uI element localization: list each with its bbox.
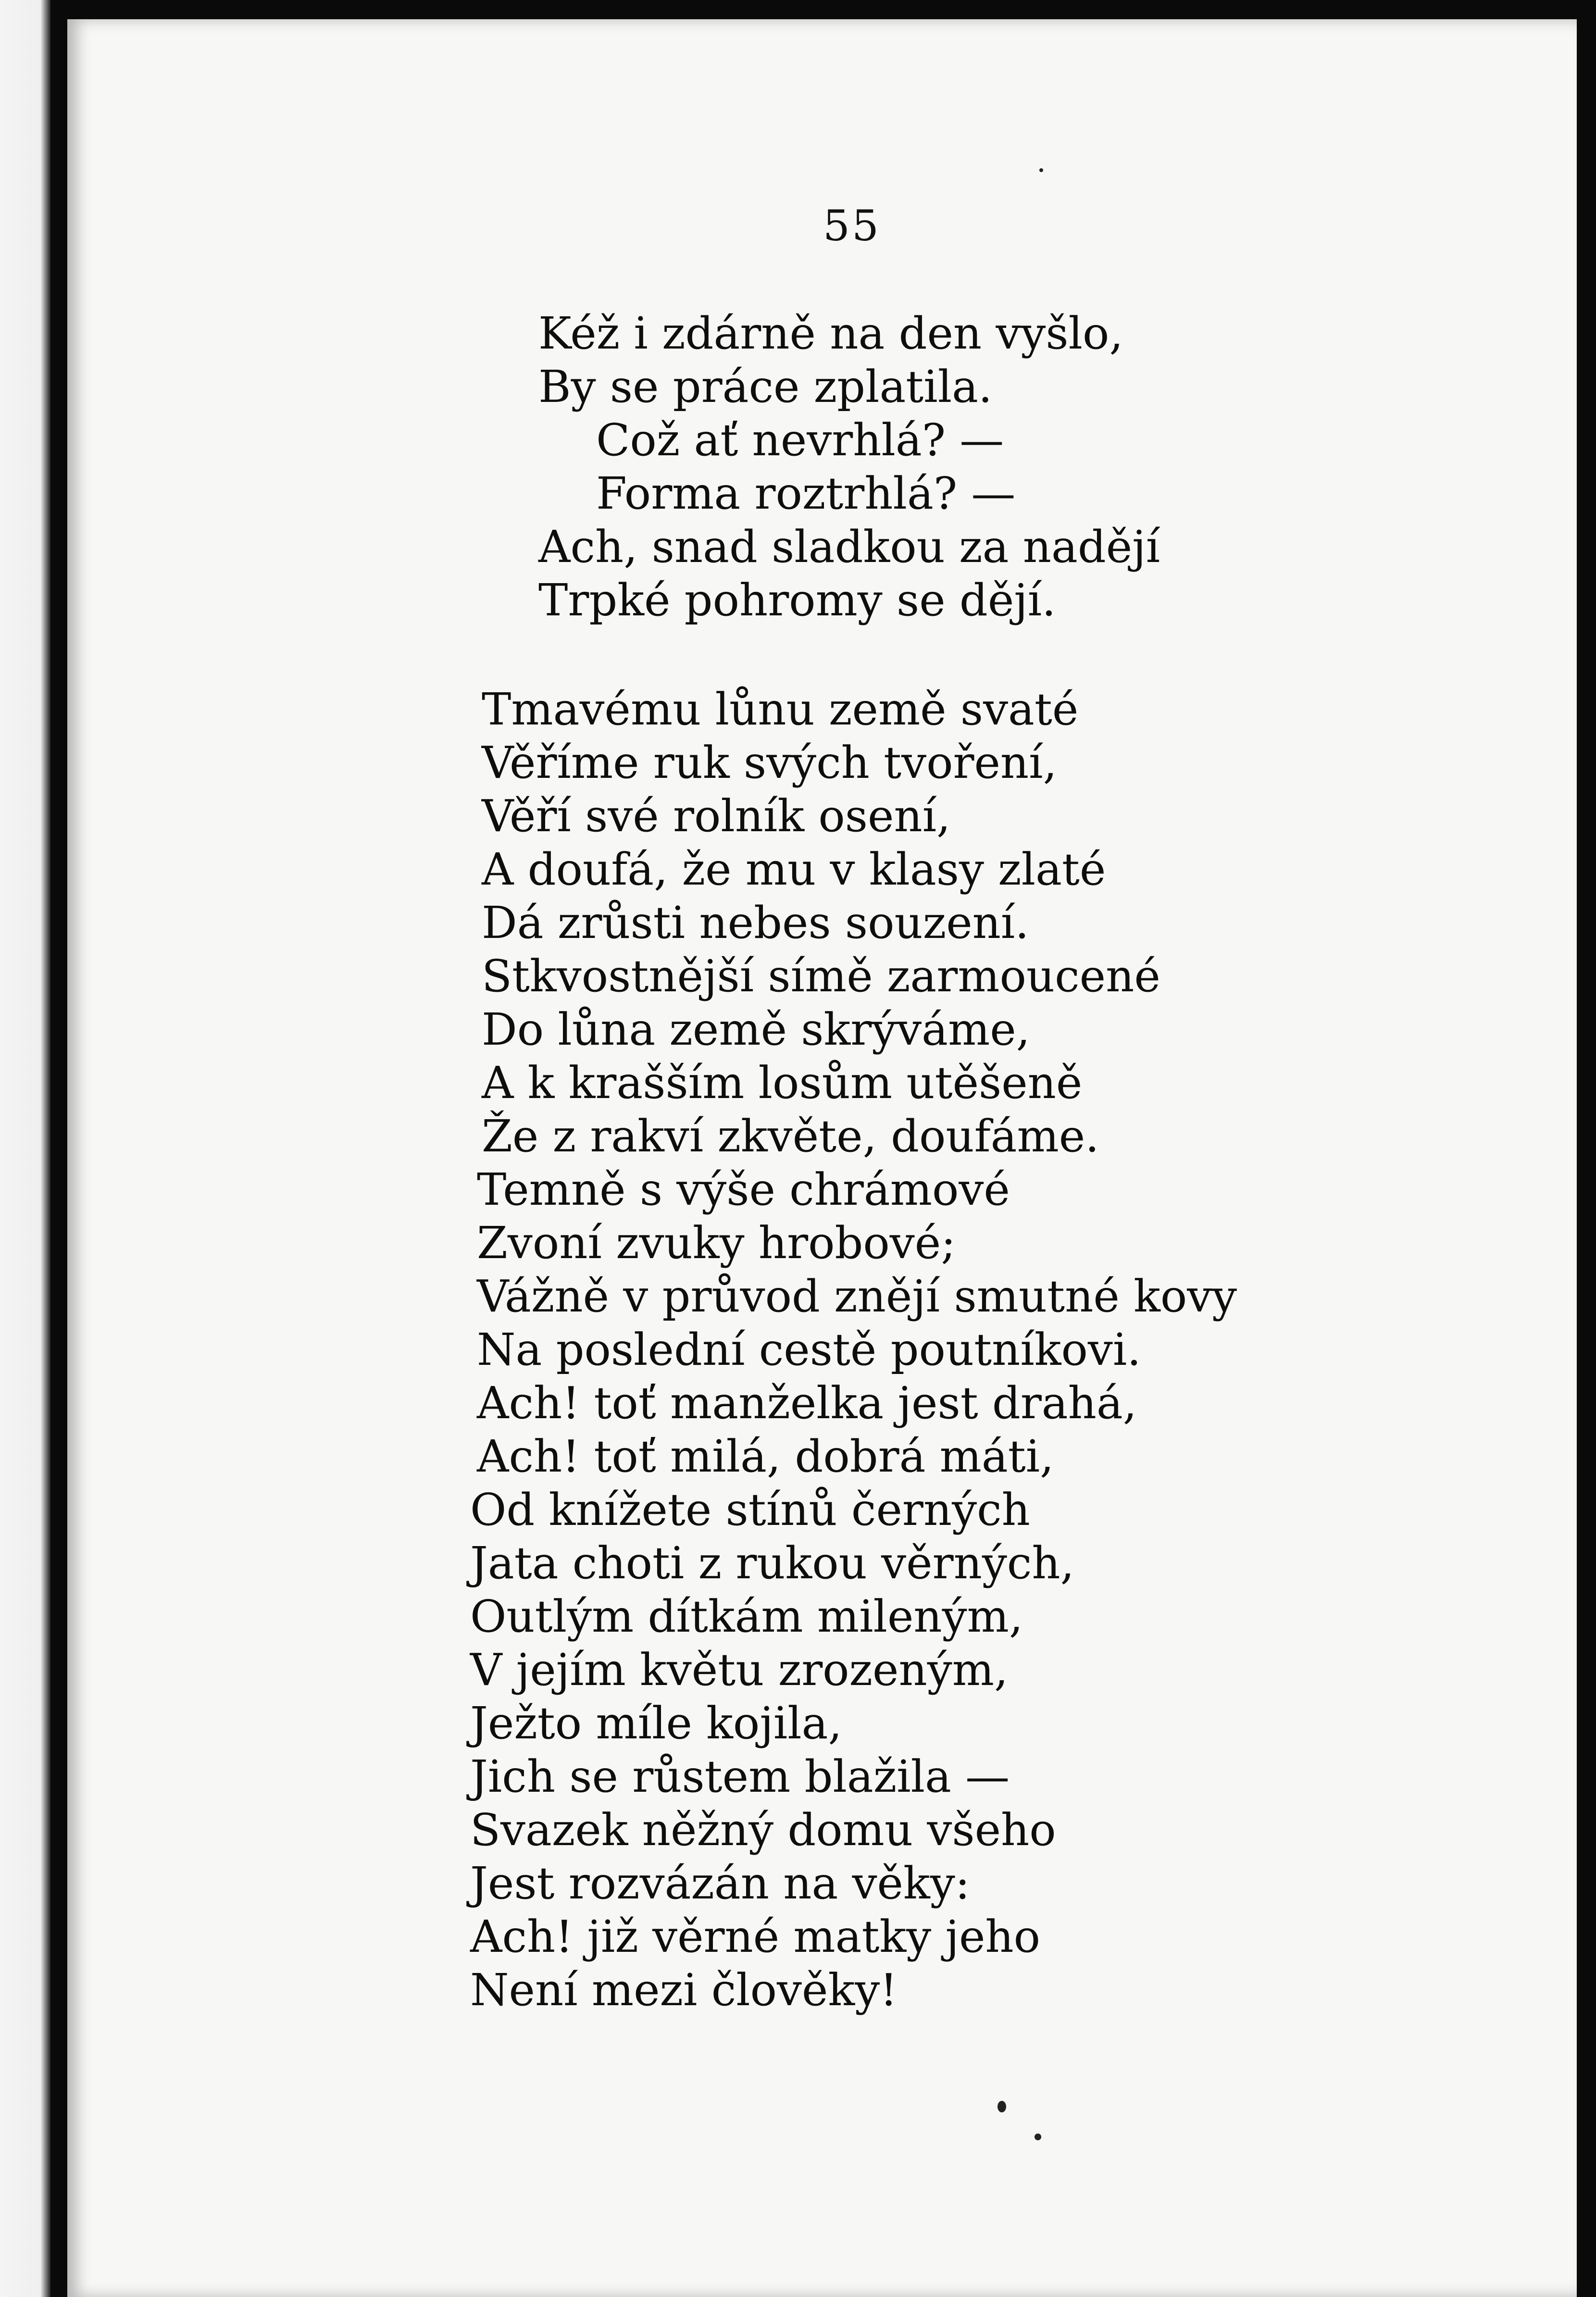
ink-speck bbox=[1035, 2134, 1041, 2140]
book-page bbox=[67, 19, 1577, 2297]
poem-line: Trpké pohromy se dějí. bbox=[538, 574, 1056, 626]
poem-line: Což ať nevrhlá? — bbox=[596, 414, 1004, 466]
poem-line: V jejím květu zrozeným, bbox=[470, 1644, 1009, 1696]
poem-line: Od knížete stínů černých bbox=[470, 1484, 1030, 1535]
poem-stanza-2 bbox=[470, 683, 1237, 2017]
poem-line: Ježto míle kojila, bbox=[470, 1698, 842, 1749]
poem-line: Outlým dítkám mileným, bbox=[470, 1591, 1023, 1642]
poem-line: Jest rozvázán na věky: bbox=[470, 1858, 970, 1909]
poem-line: Jata choti z rukou věrných, bbox=[470, 1537, 1074, 1589]
poem-line: A doufá, že mu v klasy zlaté bbox=[482, 844, 1106, 895]
ink-speck bbox=[998, 2101, 1006, 2112]
poem-line: Věříme ruk svých tvoření, bbox=[482, 737, 1057, 788]
ink-speck bbox=[1039, 168, 1043, 172]
poem-line: Vážně v průvod znějí smutné kovy bbox=[477, 1271, 1237, 1322]
poem-line: Zvoní zvuky hrobové; bbox=[477, 1217, 956, 1269]
poem-line: Není mezi člověky! bbox=[470, 1964, 898, 2016]
poem-line: Temně s výše chrámové bbox=[477, 1164, 1010, 1215]
poem-line: Do lůna země skrýváme, bbox=[482, 1004, 1030, 1055]
poem-line: Kéž i zdárně na den vyšlo, bbox=[538, 308, 1123, 359]
poem-line: Ach! toť milá, dobrá máti, bbox=[477, 1431, 1054, 1482]
poem-stanza-1 bbox=[538, 307, 1160, 627]
poem-line: Stkvostnější símě zarmoucené bbox=[482, 950, 1160, 1002]
poem-line: Tmavému lůnu země svaté bbox=[482, 684, 1079, 735]
poem-line: Ach! toť manželka jest drahá, bbox=[477, 1377, 1137, 1429]
facing-page-edge bbox=[0, 0, 50, 2297]
poem-line: By se práce zplatila. bbox=[538, 361, 993, 412]
poem-line: Na poslední cestě poutníkovi. bbox=[477, 1324, 1141, 1375]
poem-line: Jich se růstem blažila — bbox=[470, 1751, 1010, 1802]
page-number: 55 bbox=[823, 201, 881, 250]
poem-line: Forma roztrhlá? — bbox=[596, 468, 1016, 519]
poem-line: A k krašším losům utěšeně bbox=[482, 1057, 1083, 1109]
poem-line: Svazek něžný domu všeho bbox=[470, 1804, 1056, 1856]
poem-line: Ach! již věrné matky jeho bbox=[470, 1911, 1041, 1962]
poem-line: Ach, snad sladkou za nadějí bbox=[538, 521, 1160, 573]
poem-line: Dá zrůsti nebes souzení. bbox=[482, 897, 1029, 949]
poem-line: Že z rakví zkvěte, doufáme. bbox=[482, 1111, 1099, 1162]
poem-line: Věří své rolník osení, bbox=[482, 790, 951, 842]
